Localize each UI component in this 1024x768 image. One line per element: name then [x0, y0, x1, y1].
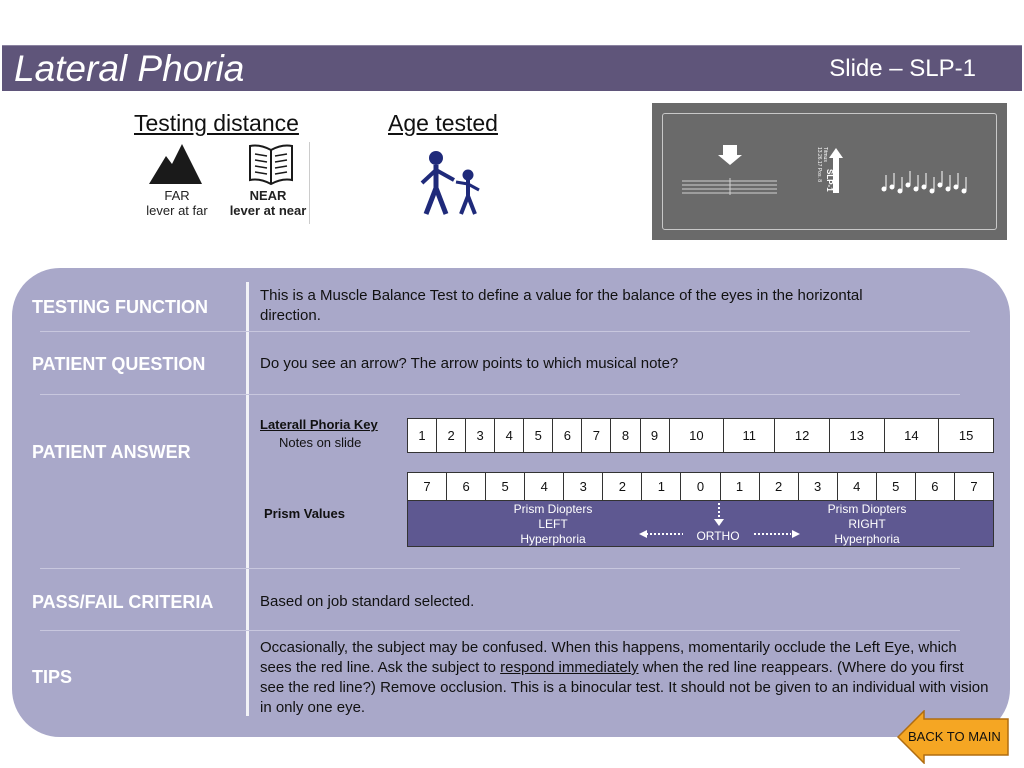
testing-function-text: This is a Muscle Balance Test to define a value for the balance of the eyes in the horizontal direction. [260, 287, 863, 324]
note-cell: 9 [640, 419, 669, 453]
tips-label: TIPS [32, 667, 73, 687]
note-cell: 2 [437, 419, 466, 453]
prism-value-cell: 3 [798, 473, 837, 501]
slide-preview-sub: 13.26.17 Pos. 8 [816, 147, 822, 183]
note-cell: 6 [553, 419, 582, 453]
prism-value-cell: 7 [408, 473, 447, 501]
note-cell: 11 [724, 419, 775, 453]
slide-id: Slide – SLP-1 [829, 55, 976, 82]
patient-question-label: PATIENT QUESTION [32, 354, 206, 374]
notes-table [407, 418, 994, 453]
slide-preview-brand: Titmus [822, 147, 828, 162]
row-divider [40, 394, 960, 395]
near-sublabel: lever at near [229, 203, 307, 218]
adult-child-icon [416, 150, 486, 216]
left-band-line3: Hyperphoria [520, 532, 586, 546]
down-arrow-icon [714, 519, 724, 526]
prism-value-cell: 5 [876, 473, 915, 501]
prism-value-cell: 7 [954, 473, 993, 501]
far-caption [140, 188, 214, 218]
note-cell: 5 [524, 419, 553, 453]
prism-value-cell: 4 [525, 473, 564, 501]
patient-question-text: Do you see an arrow? The arrow points to which musical note? [260, 355, 679, 372]
note-cell: 12 [775, 419, 830, 453]
note-cell: 10 [669, 419, 724, 453]
pass-fail-label: PASS/FAIL CRITERIA [32, 592, 214, 612]
back-to-main-label[interactable]: BACK TO MAIN [908, 729, 1001, 744]
tips-emphasis: respond immediately [500, 659, 639, 676]
testing-function-label: TESTING FUNCTION [32, 297, 208, 317]
row-divider [40, 331, 970, 332]
left-band-line2: LEFT [538, 517, 568, 531]
prism-diopter-band [407, 500, 994, 547]
left-arrow-icon [639, 530, 647, 538]
right-band-line2: RIGHT [848, 517, 886, 531]
note-cell: 1 [408, 419, 437, 453]
left-band-line1: Prism Diopters [513, 502, 593, 516]
prism-values-label: Prism Values [264, 506, 345, 521]
column-divider [246, 282, 249, 716]
near-caption [229, 188, 307, 218]
testing-distance-heading: Testing distance [134, 110, 299, 136]
tips-text [260, 638, 990, 718]
note-cell: 3 [466, 419, 495, 453]
row-divider [40, 568, 960, 569]
pass-fail-text: Based on job standard selected. [260, 593, 475, 610]
prism-value-cell: 6 [915, 473, 954, 501]
prism-value-cell: 1 [642, 473, 681, 501]
down-arrow-icon [718, 145, 742, 165]
prism-value-cell: 6 [447, 473, 486, 501]
ortho-label: ORTHO [696, 529, 740, 543]
far-sublabel: lever at far [146, 203, 208, 218]
note-cell: 4 [495, 419, 524, 453]
note-cell: 7 [582, 419, 611, 453]
prism-value-cell: 0 [681, 473, 720, 501]
phoria-key-subtitle: Notes on slide [279, 435, 362, 450]
row-divider [40, 630, 960, 631]
slide-preview-code: SLP-1 [825, 169, 834, 192]
table-row [408, 419, 994, 453]
note-cell: 14 [884, 419, 939, 453]
note-cell: 15 [939, 419, 994, 453]
right-band-line1: Prism Diopters [827, 502, 907, 516]
tips-text-end: when the red line reappears. (Where do you first see the red line?) Remove occlusion. This is a binocular test. It should not be given to an individual with vision in only one eye. [260, 659, 989, 716]
slide-preview-image [652, 103, 1007, 240]
note-cell: 8 [611, 419, 640, 453]
right-band-line3: Hyperphoria [834, 532, 900, 546]
slide-preview-labels [816, 147, 866, 207]
prism-values-table [407, 472, 994, 501]
prism-value-cell: 3 [564, 473, 603, 501]
note-cell: 13 [829, 419, 884, 453]
prism-value-cell: 5 [486, 473, 525, 501]
prism-value-cell: 4 [837, 473, 876, 501]
prism-value-cell: 1 [720, 473, 759, 501]
table-row [408, 473, 994, 501]
prism-value-cell: 2 [759, 473, 798, 501]
age-tested-heading: Age tested [388, 110, 498, 136]
tips-text-start: Occasionally, the subject may be confused. When this happens, momentarily occlude the Left Eye, which sees the red line. Ask the subject to [260, 639, 957, 676]
page-title: Lateral Phoria [14, 48, 245, 89]
prism-value-cell: 2 [603, 473, 642, 501]
right-arrow-icon [792, 530, 800, 538]
phoria-key-title: Laterall Phoria Key [260, 417, 378, 432]
far-label: FAR [164, 188, 190, 203]
title-bar [2, 45, 1022, 91]
patient-answer-label: PATIENT ANSWER [32, 442, 191, 462]
near-label: NEAR [249, 188, 287, 203]
